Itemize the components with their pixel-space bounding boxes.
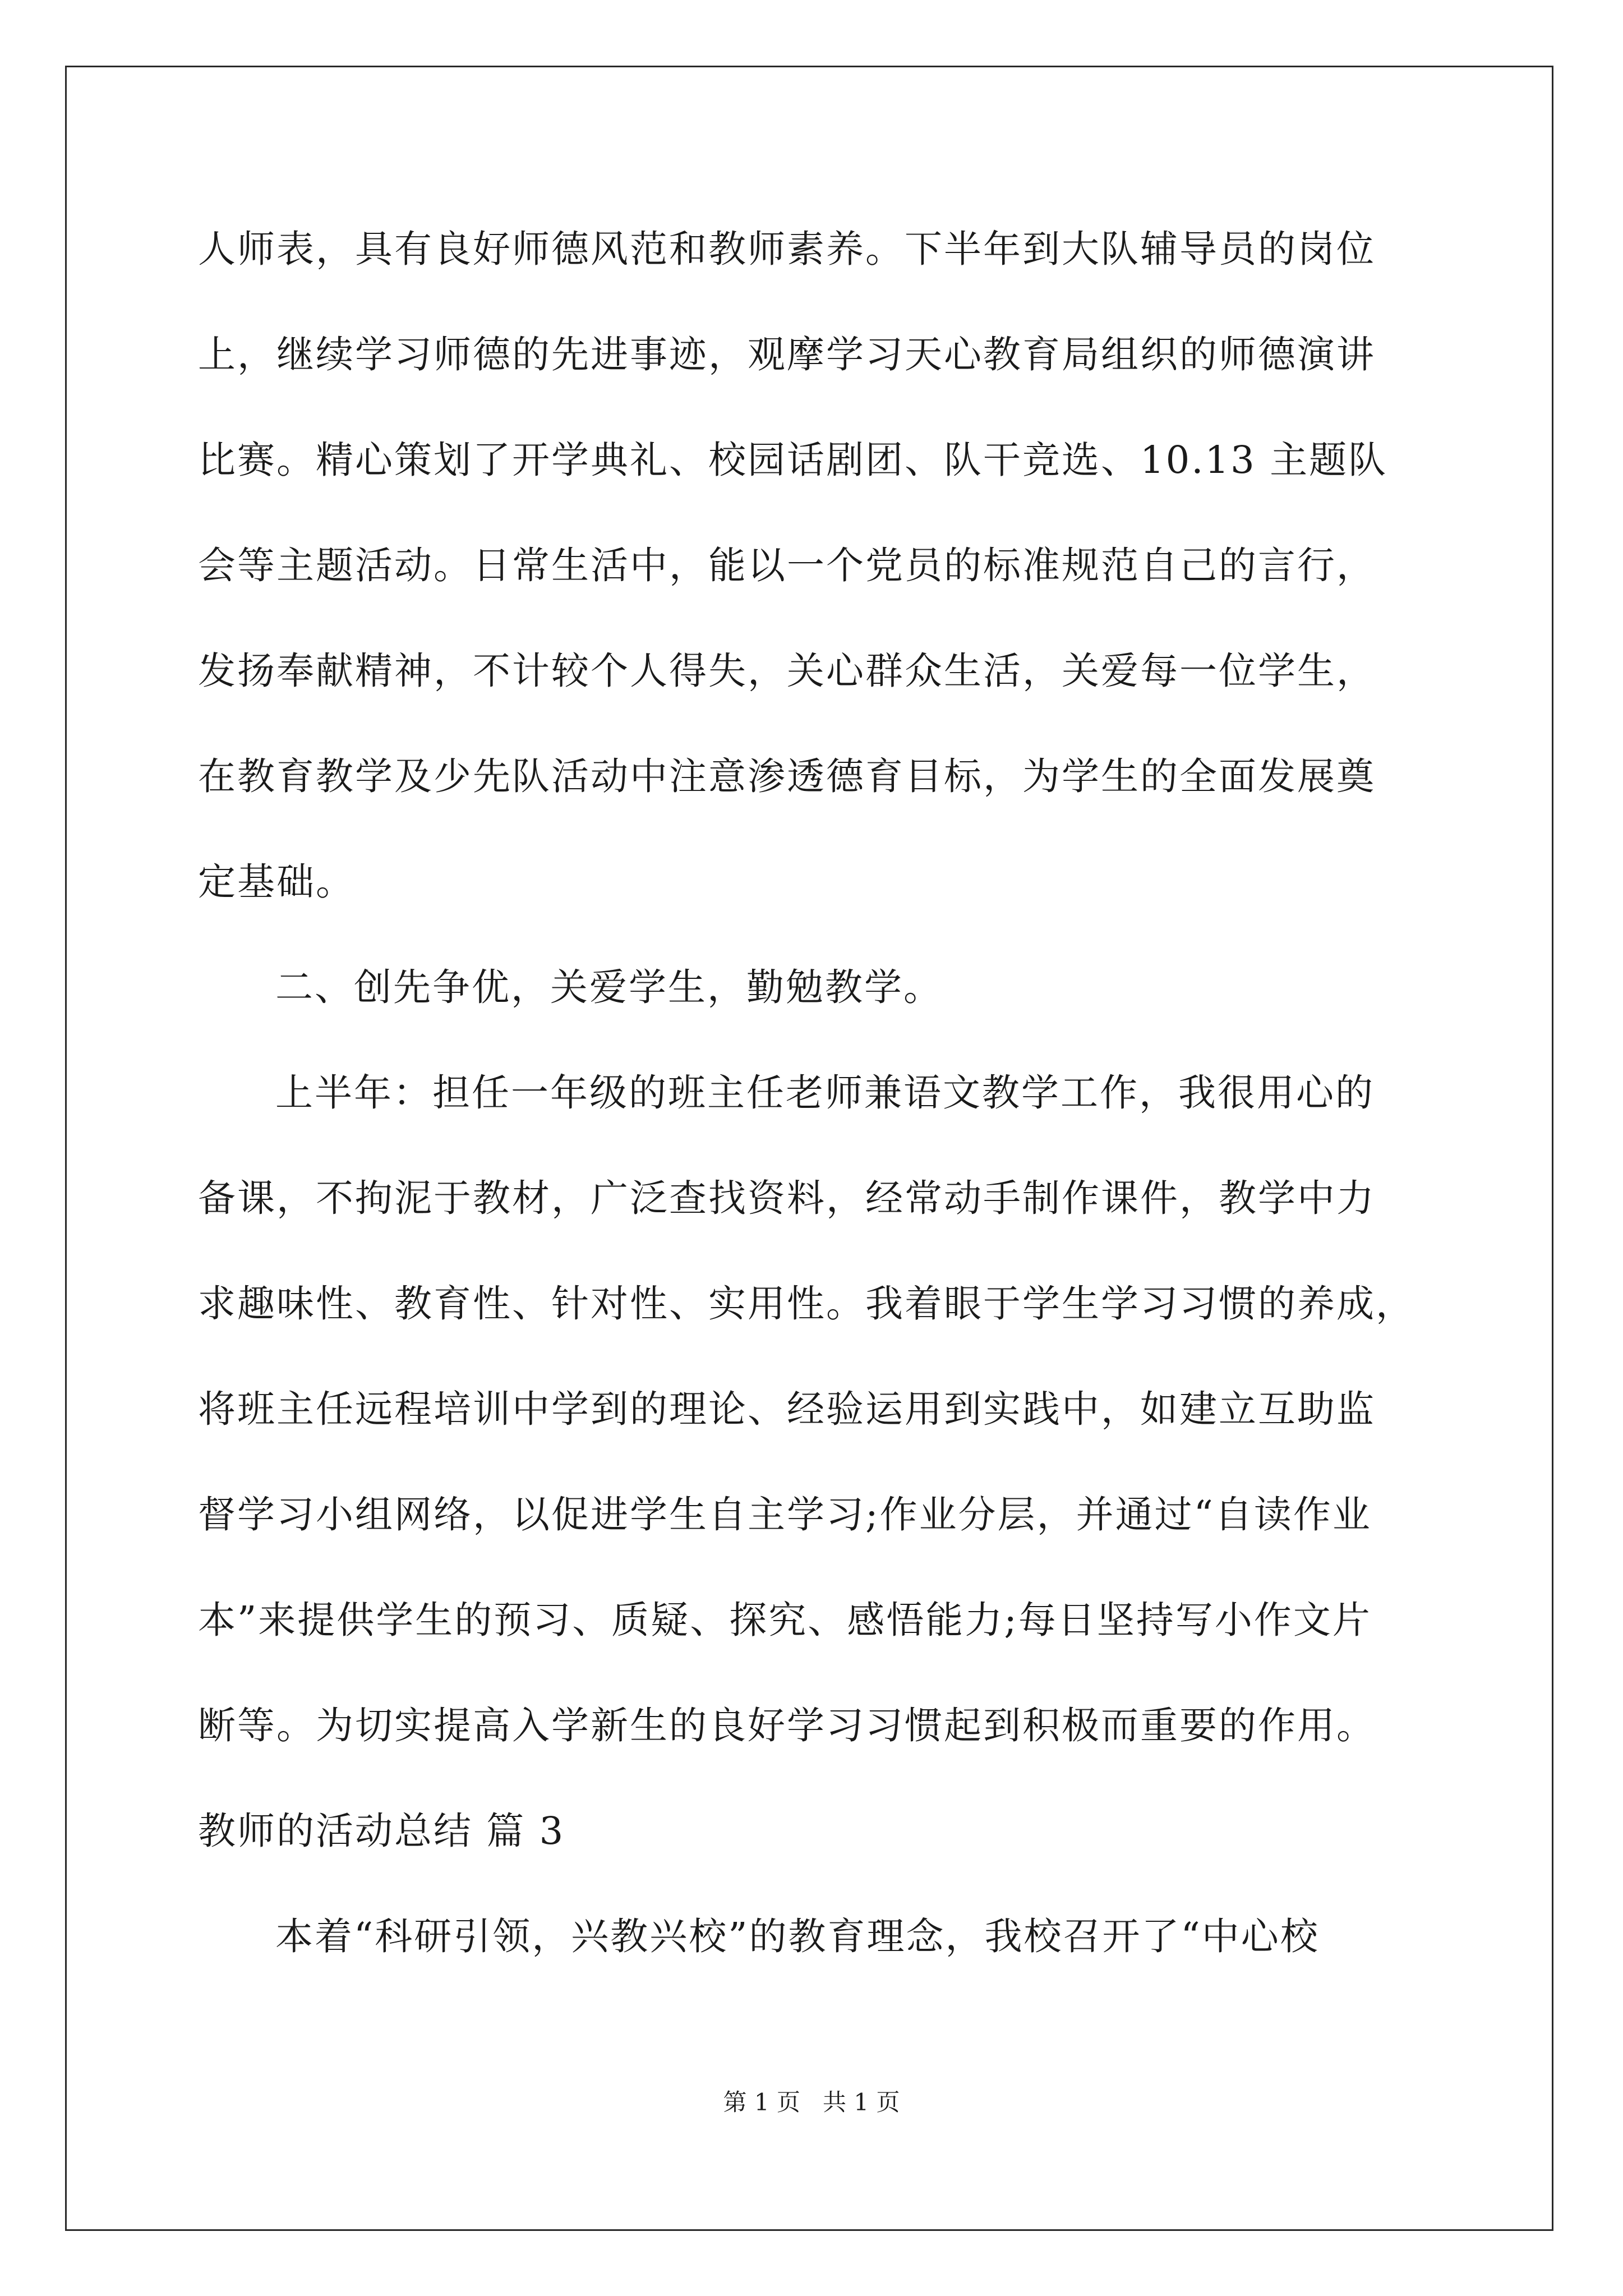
text-line: 断等。为切实提高入学新生的良好学习习惯起到积极而重要的作用。: [198, 1704, 1376, 1747]
text-line: 备课，不拘泥于教材，广泛查找资料，经常动手制作课件，教学中力: [198, 1176, 1376, 1220]
document-body: [198, 196, 1432, 1989]
section-heading: 二、创先争优，关爱学生，勤勉教学。: [275, 965, 943, 1009]
text-line: 上，继续学习师德的先进事迹，观摩学习天心教育局组织的师德演讲: [198, 333, 1376, 376]
text-line: 求趣味性、教育性、针对性、实用性。我着眼于学生学习习惯的养成，: [198, 1282, 1415, 1326]
article-title: 教师的活动总结 篇 3: [198, 1809, 565, 1853]
text-line: 督学习小组网络，以促进学生自主学习;作业分层，并通过“自读作业: [198, 1493, 1372, 1536]
page-number-footer: 第 1 页 共 1 页: [723, 2088, 900, 2116]
text-line: 在教育教学及少先队活动中注意渗透德育目标，为学生的全面发展奠: [198, 754, 1376, 798]
text-line: 将班主任远程培训中学到的理论、经验运用到实践中，如建立互助监: [198, 1387, 1376, 1431]
text-line: 定基础。: [198, 860, 355, 904]
text-line: 上半年：担任一年级的班主任老师兼语文教学工作，我很用心的: [275, 1071, 1375, 1115]
text-line: 本着“科研引领，兴教兴校”的教育理念，我校召开了“中心校: [275, 1915, 1320, 1958]
text-line: 本”来提供学生的预习、质疑、探究、感悟能力;每日坚持写小作文片: [198, 1598, 1372, 1642]
text-line: 人师表，具有良好师德风范和教师素养。下半年到大队辅导员的岗位: [198, 227, 1376, 271]
text-line: 会等主题活动。日常生活中，能以一个党员的标准规范自己的言行，: [198, 544, 1376, 587]
text-line: 发扬奉献精神，不计较个人得失，关心群众生活，关爱每一位学生，: [198, 649, 1376, 693]
text-line: 比赛。精心策划了开学典礼、校园话剧团、队干竞选、10.13 主题队: [198, 438, 1388, 482]
